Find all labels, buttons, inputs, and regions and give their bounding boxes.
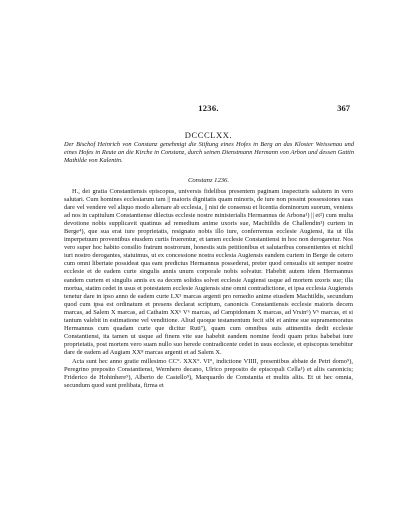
document-number: DCCCLXX. [184,130,233,140]
header-year: 1236. [198,103,219,113]
body-paragraph: Acta sunt hec anno gratie millesimo CC°. XXX°. VI°, indictione VIIII, presentibus abbate de Petri domo⁹), Peregrino preposito Constantiensi, Wernhero decano, Ulrico preposito de episcopali Cella¹) et aliis canonicis; Friderico de Hohinhere⁹), Alberto de Castello⁹), Marquardo de Constantia et multis aliis. Et ut hec omnia, secundum quod sunt prelibata, firma et [64,357,353,390]
document-dateline: Constanz 1236. [187,177,230,184]
document-summary: Der Bischof Heinrich von Constanz genehmigt die Stiftung eines Hofes in Berg an das Kloster Weissenau und eines Hofes in Reute an die Kirche in Constanz, durch seinen Dienstmann Hermann von Arbon und dessen Gattin Mathilde von Kalentin. [64,141,354,165]
document-body [64,188,353,390]
body-paragraph: H., dei gratia Constantiensis episcopus, universis fidelibus presentem paginam inspecturis salutem in vero salutari. Cum homines ecclesiarum tam || maioris dignitatis quam minoris, de iure non possint possessiones suas dare vel vendere vel aliquo modo alienare ab ecclesia, || nisi de consensu et licentia dominorum suorum, veniens ad nos in capitulum Constantiense dilectus ecclesie nostre ministerialis Hermannus de Arbona¹) || et²) cum multa devotione nobis supplicavit quatinus ad remedium anime uxoris sue, Machtildis de Challendin³) curtem in Berge⁴), que sua erat iure proprietatis, resignato nobis illo iure, conferremus ecclesie Augiensi, ita ut illa imperpetuum proventibus eiusdem curtis fruerentur, et tamen ecclesie Constantiensi in hoc non derogaretur. Nos vero super hoc habito consilio fratrum nostrorum, honestis suis petitionibus et salutaribus consentientes et nichil iuri nostro derogantes, statuimus, ut ex concessione nostra ecclesia Augiensis eandem curtem in Berge de cetero cum omni libertate possideat qua eam predictus Hermannus possederat, preter quod censualis sit semper nostre ecclesie et de eadem curte singulis annis unum corporale nobis solvatur. Habebit autem idem Hermannus eandem curtem et singulis annis ex ea decem solidos solvet ecclesie Augiensi usque ad mortem uxoris sue; illa mortua, statim cedet in usus et potestatem ecclesie Augiensis sine omni contradictione, et ipsa ecclesia Augiensis tenetur dare in ipso anno de eadem curte LX⁵ marcas argenti pro remedio anime eiusdem Machtildis, secundum quod cum ipsa est ordinatum et presens declarat scriptum, canonicis Constantiensis ecclesie maioris decem marcas, ad Salem X marcas, ad Cathaim XX⁶ V⁶ marcas, ad Campidonam X marcas, ad Vrsin⁶) V⁶ marcas, et si tantum valebit in estimatione vel venditione. Aliud quoque testamentum fecit sibi et anime sue supramemoratus Hermannus cum quadam curte que dicitur Ruti⁷), quam cum omnibus suis attinentiis dedit ecclesie Constantiensi, ita tamen ut usque ad finem vite sue habebit eandem nomine feodi quam prius habebat iure proprietatis, post mortem vero suam nullo suo herede contradicente cedet in usus ecclesie, et episcopus tenebitur dare de eadem ad Augiam XX⁸ marcas argenti et ad Salem X. [64,188,353,356]
page-number: 367 [337,103,350,113]
page-header [0,103,417,115]
